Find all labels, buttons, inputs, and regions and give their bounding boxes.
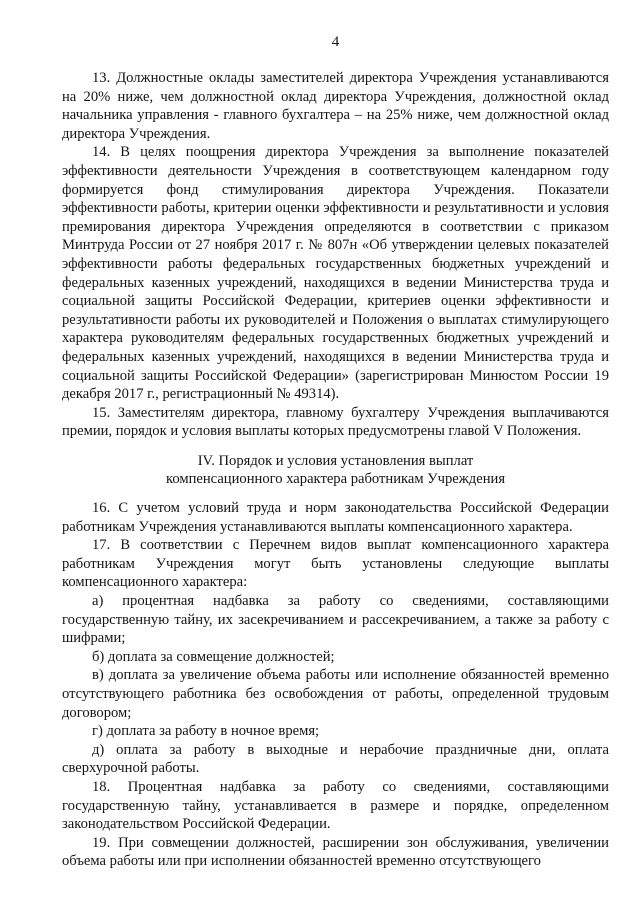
paragraph-15: 15. Заместителям директора, главному бухгалтеру Учреждения выплачиваются премии, порядок и условия выплаты которых предусмотрены главой V Положения.: [62, 404, 609, 440]
section-heading: [62, 452, 609, 489]
paragraph-19: 19. При совмещении должностей, расширении зон обслуживания, увеличении объема работы или при исполнении обязанностей временно отсутствующего: [62, 834, 609, 870]
list-item-d: д) оплата за работу в выходные и нерабочие праздничные дни, оплата сверхурочной работы.: [62, 741, 609, 777]
list-item-v: в) доплата за увеличение объема работы или исполнение обязанностей временно отсутствующего работника без освобождения от работы, определенной трудовым договором;: [62, 667, 609, 721]
section-heading-line-1: IV. Порядок и условия установления выплат: [197, 452, 474, 469]
paragraph-17: 17. В соответствии с Перечнем видов выплат компенсационного характера работникам Учреждения могут быть установлены следующие выплаты компенсационного характера:: [62, 537, 609, 591]
paragraph-14: 14. В целях поощрения директора Учреждения за выполнение показателей эффективности деятельности Учреждения в соответствующем календарном году формируется фонд стимулирования директора Учреждения. Показатели эффективности работы, критерии оценки эффективности и результативности и условия премирования директора Учреждения определяются в соответствии с приказом Минтруда России от 27 ноября 2017 г. № 807н «Об утверждении целевых показателей эффективности работы федеральных государственных бюджетных учреждений и федеральных казенных учреждений, находящихся в ведении Министерства труда и социальной защиты Российской Федерации, критериев оценки эффективности и результативности работы их руководителей и Положения о выплатах стимулирующего характера руководителям федеральных государственных бюджетных учреждений и федеральных казенных учреждений, находящихся в ведении Министерства труда и социальной защиты Российской Федерации» (зарегистрирован Минюстом России 19 декабря 2017 г., регистрационный № 49314).: [62, 144, 609, 403]
list-item-g: г) доплата за работу в ночное время;: [92, 723, 320, 740]
paragraph-18: 18. Процентная надбавка за работу со сведениями, составляющими государственную тайну, устанавливается в размере и порядке, определенном законодательством Российской Федерации.: [62, 778, 609, 833]
list-item-a: а) процентная надбавка за работу со сведениями, составляющими государственную тайну, их засекречиванием и рассекречиванием, а также за работу с шифрами;: [62, 593, 609, 647]
page-number: 4: [331, 34, 340, 50]
paragraph-13: 13. Должностные оклады заместителей директора Учреждения устанавливаются на 20% ниже, чем должностной оклад директора Учреждения, должностной оклад начальника управления - главного бухгалтера – на 25% ниже, чем должностной оклад директора Учреждения.: [62, 70, 609, 142]
list-item-b: б) доплата за совмещение должностей;: [92, 648, 335, 665]
section-heading-line-2: компенсационного характера работникам Учреждения: [165, 471, 506, 488]
paragraph-16: 16. С учетом условий труда и норм законодательства Российской Федерации работникам Учреждения устанавливаются выплаты компенсационного характера.: [62, 500, 609, 535]
